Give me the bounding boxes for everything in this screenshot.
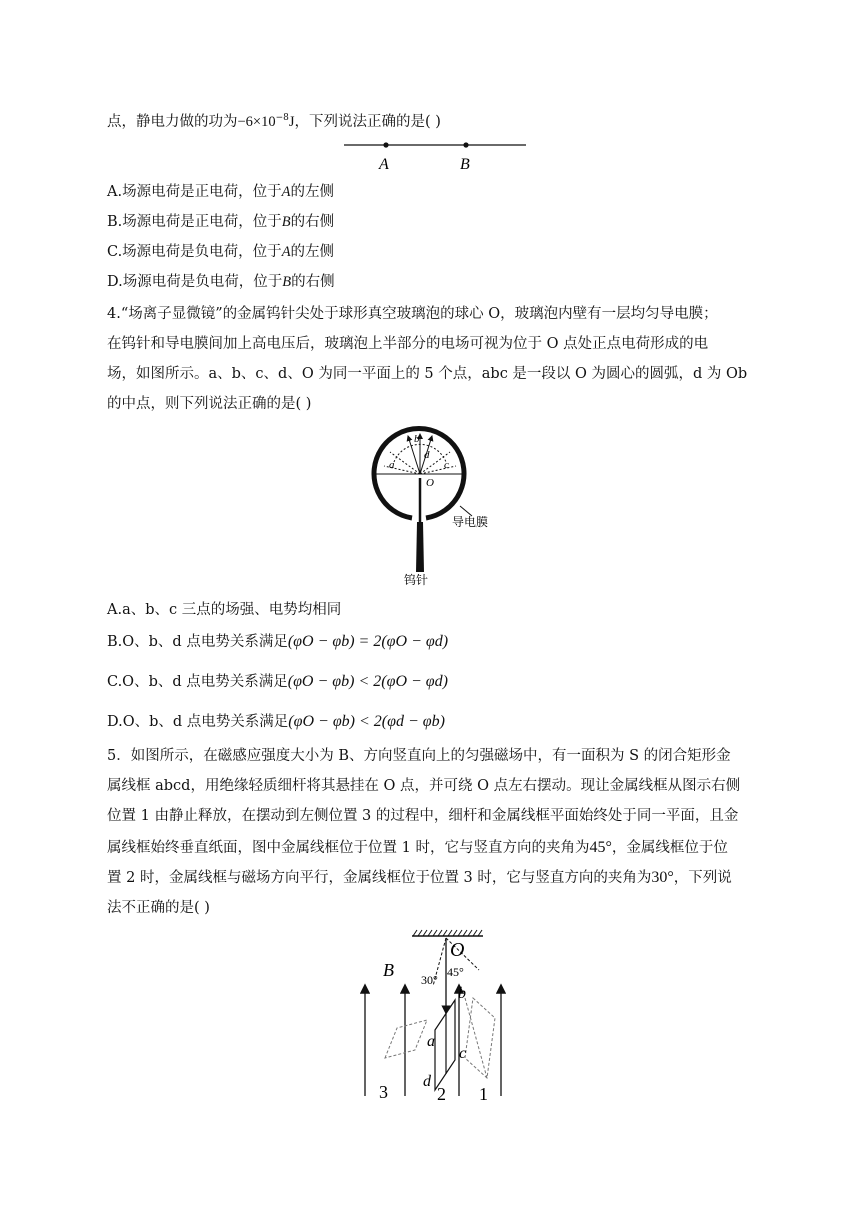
q5-stem-line-4 — [107, 838, 728, 858]
stem-text-tail: ，下列说 — [673, 870, 732, 886]
option-var: A — [281, 244, 291, 260]
label-conductive-film: 导电膜 — [452, 515, 489, 529]
label-angle-30: 30° — [421, 973, 438, 987]
label-b-field: B — [383, 960, 394, 980]
option-suffix: 的左侧 — [290, 184, 334, 200]
option-var: B — [281, 214, 291, 230]
option-suffix: 的左侧 — [290, 244, 335, 260]
q3-stem-text: 点，静电力做的功为 — [107, 113, 238, 130]
option-text: B.O、b、d 点电势关系满足 — [107, 634, 288, 650]
stem-text-tail: ，金属线框位于位 — [611, 840, 728, 856]
q5-stem-line-6: 法不正确的是( ) — [107, 900, 210, 916]
q3-figure-line-ab — [340, 135, 530, 177]
q4-option-d[interactable] — [107, 712, 445, 732]
label-tungsten-needle: 钨针 — [404, 573, 429, 587]
angle-30: 30° — [651, 869, 674, 886]
q3-option-c[interactable] — [107, 242, 334, 262]
q3-stem-line — [107, 108, 441, 132]
q4-stem-line-2: 在钨针和导电膜间加上高电压后，玻璃泡上半部分的电场可视为位于 O 点处正点电荷形成的电 — [107, 336, 709, 352]
point-a-label: A — [379, 156, 389, 173]
label-b: b — [414, 433, 420, 445]
option-text: A.场源电荷是正电荷，位于 — [107, 184, 282, 200]
option-formula: (φO − φb) < 2(φd − φb) — [288, 713, 445, 730]
option-text: D.O、b、d 点电势关系满足 — [107, 714, 289, 730]
q4-option-a[interactable]: A.a、b、c 三点的场强、电势均相同 — [107, 602, 342, 618]
label-a: a — [389, 459, 395, 471]
label-position-2: 2 — [437, 1084, 446, 1104]
q4-figure-field-ion-microscope — [360, 422, 520, 592]
q5-stem-line-2: 属线框 abcd，用绝缘轻质细杆将其悬挂在 O 点，并可绕 O 点左右摆动。现让金属线框从图示右侧 — [107, 778, 741, 794]
option-text: B.场源电荷是正电荷，位于 — [107, 214, 282, 230]
q3-option-a[interactable] — [107, 182, 334, 202]
q5-figure-swinging-frame — [355, 928, 525, 1103]
label-angle-45: 45° — [447, 965, 464, 979]
label-position-1: 1 — [479, 1084, 488, 1104]
q3-stem-tail: ，下列说法正确的是( ) — [294, 113, 441, 130]
q3-work-exponent: −8 — [275, 113, 289, 123]
q4-option-b[interactable] — [107, 632, 448, 652]
q4-option-c[interactable] — [107, 672, 448, 692]
q3-work-value: −6×10 — [237, 113, 276, 130]
label-d: d — [424, 449, 430, 461]
option-var: A — [281, 184, 291, 200]
label-position-3: 3 — [379, 1082, 388, 1102]
option-text: C.场源电荷是负电荷，位于 — [107, 244, 282, 260]
option-var: B — [282, 274, 292, 290]
angle-45: 45° — [589, 839, 612, 856]
label-c: c — [444, 459, 449, 471]
q3-work-unit: J — [288, 113, 295, 130]
label-o: O — [426, 477, 434, 489]
q5-stem-line-1: 5．如图所示，在磁感应强度大小为 B、方向竖直向上的匀强磁场中，有一面积为 S 的闭合矩形金 — [107, 748, 731, 764]
option-text: C.O、b、d 点电势关系满足 — [107, 674, 288, 690]
label-d-corner: d — [423, 1073, 431, 1090]
option-formula: (φO − φb) = 2(φO − φd) — [287, 633, 449, 650]
option-suffix: 的右侧 — [291, 274, 335, 290]
q3-option-b[interactable] — [107, 212, 334, 232]
option-text: D.场源电荷是负电荷，位于 — [107, 274, 283, 290]
point-b-label: B — [460, 156, 470, 173]
q4-stem-line-3: 场，如图所示。a、b、c、d、O 为同一平面上的 5 个点，abc 是一段以 O 为圆心的圆弧，d 为 Ob — [107, 366, 748, 382]
q4-stem-line-1: 4.“场离子显微镜”的金属钨针尖处于球形真空玻璃泡的球心 O，玻璃泡内壁有一层均匀导电膜； — [107, 306, 718, 322]
option-suffix: 的右侧 — [290, 214, 335, 230]
label-c-corner: c — [459, 1045, 467, 1062]
q5-stem-line-3: 位置 1 由静止释放，在摆动到左侧位置 3 的过程中，细杆和金属线框平面始终处于同一平面，且金 — [107, 808, 739, 824]
stem-text: 置 2 时，金属线框与磁场方向平行，金属线框位于位置 3 时，它与竖直方向的夹角为 — [107, 870, 652, 886]
label-o-pivot: O — [450, 939, 465, 961]
stem-text: 属线框始终垂直纸面，图中金属线框位于位置 1 时，它与竖直方向的夹角为 — [107, 840, 590, 856]
option-formula: (φO − φb) < 2(φO − φd) — [287, 673, 448, 690]
q3-option-d[interactable] — [107, 272, 335, 292]
q5-stem-line-5 — [107, 868, 732, 888]
q4-stem-line-4: 的中点，则下列说法正确的是( ) — [107, 396, 312, 412]
label-b-corner: b — [458, 985, 466, 1002]
label-a-corner: a — [427, 1033, 435, 1050]
